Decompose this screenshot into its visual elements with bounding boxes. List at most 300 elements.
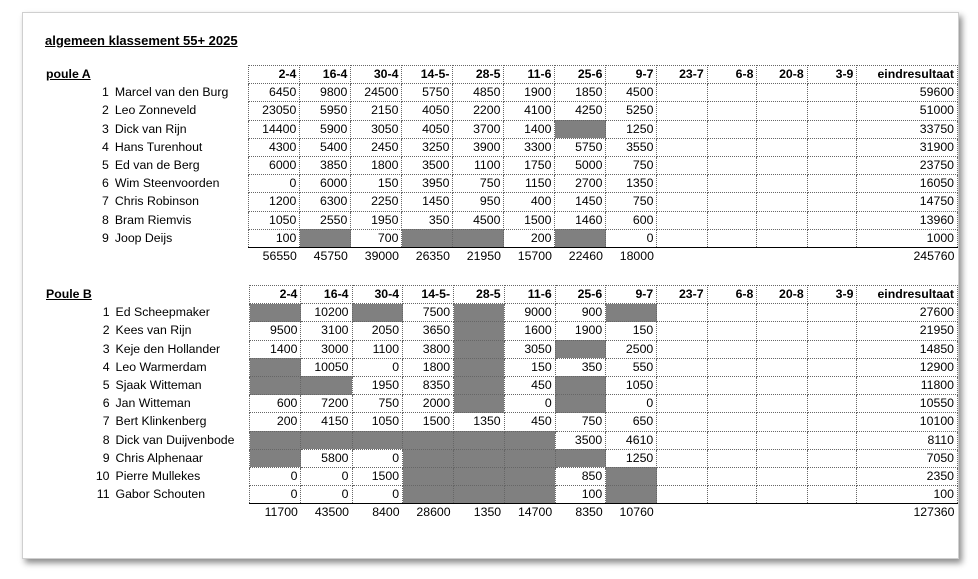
score-cell[interactable] [707,304,757,322]
score-cell[interactable] [606,467,657,485]
score-cell[interactable]: 5900 [300,120,351,138]
score-cell[interactable] [250,449,301,467]
score-cell[interactable] [250,358,301,376]
score-cell[interactable] [657,358,707,376]
score-cell[interactable]: 7200 [301,395,352,413]
score-cell[interactable] [504,467,555,485]
total-cell[interactable]: 59600 [857,84,958,102]
total-cell[interactable]: 12900 [857,358,958,376]
score-cell[interactable]: 4850 [453,84,504,102]
total-cell[interactable]: 21950 [857,322,958,340]
column-sum [657,504,707,522]
score-cell[interactable]: 1350 [606,175,657,193]
score-cell[interactable]: 2050 [352,322,403,340]
score-cell[interactable]: 7500 [403,304,454,322]
score-cell[interactable]: 0 [504,395,555,413]
total-cell[interactable]: 33750 [857,120,958,138]
total-cell[interactable]: 1000 [857,229,958,247]
score-cell[interactable]: 1450 [402,193,453,211]
rank-cell: 4 [102,139,109,154]
score-cell[interactable]: 0 [606,395,657,413]
score-cell[interactable] [454,431,505,449]
score-cell[interactable] [757,175,807,193]
score-cell[interactable]: 23050 [249,102,300,120]
score-cell[interactable] [504,486,555,504]
score-cell[interactable] [757,376,807,394]
score-cell[interactable] [807,413,857,431]
score-cell[interactable] [757,431,807,449]
score-cell[interactable] [454,322,505,340]
score-cell[interactable]: 200 [504,229,555,247]
score-cell[interactable]: 3050 [504,340,555,358]
column-sum: 56550 [249,247,300,265]
score-cell[interactable]: 750 [352,395,403,413]
score-cell[interactable] [807,467,857,485]
score-cell[interactable] [707,322,757,340]
score-cell[interactable] [657,229,707,247]
total-cell[interactable]: 8110 [857,431,958,449]
score-cell[interactable]: 0 [352,358,403,376]
score-cell[interactable]: 5750 [555,138,606,156]
round-header: 20-8 [757,286,807,304]
rank-cell: 8 [102,212,109,227]
score-cell[interactable] [757,193,807,211]
score-cell[interactable] [250,431,301,449]
poule-label: poule A [46,67,91,82]
score-cell[interactable]: 750 [606,193,657,211]
score-cell[interactable] [504,431,555,449]
score-cell[interactable] [707,486,757,504]
round-header: 20-8 [757,66,807,84]
column-sum: 39000 [351,247,402,265]
score-cell[interactable] [454,304,505,322]
score-cell[interactable]: 0 [301,467,352,485]
score-cell[interactable]: 3500 [402,156,453,174]
score-cell[interactable]: 4300 [249,138,300,156]
score-cell[interactable]: 400 [504,193,555,211]
score-cell[interactable]: 1100 [352,340,403,358]
score-cell[interactable] [657,413,707,431]
score-cell[interactable]: 0 [606,229,657,247]
score-cell[interactable]: 10050 [301,358,352,376]
score-cell[interactable]: 5800 [301,449,352,467]
score-cell[interactable] [707,120,757,138]
score-cell[interactable] [707,84,757,102]
score-cell[interactable]: 5250 [606,102,657,120]
score-cell[interactable] [807,102,857,120]
score-cell[interactable]: 1050 [606,376,657,394]
row-spacer [43,156,80,174]
player-name: Sjaak Witteman [115,378,202,393]
total-cell[interactable]: 2350 [857,467,958,485]
score-cell[interactable]: 10200 [301,304,352,322]
score-cell[interactable] [807,304,857,322]
score-cell[interactable]: 1400 [250,340,301,358]
score-cell[interactable]: 6000 [300,175,351,193]
column-sum: 8400 [352,504,403,522]
total-cell[interactable]: 14750 [857,193,958,211]
score-cell[interactable]: 1150 [504,175,555,193]
score-cell[interactable] [454,376,505,394]
total-cell[interactable]: 100 [857,486,958,504]
rank-cell: 10 [95,468,110,483]
score-cell[interactable] [301,376,352,394]
score-cell[interactable]: 1750 [504,156,555,174]
total-cell[interactable]: 31900 [857,138,958,156]
score-cell[interactable]: 3950 [402,175,453,193]
score-cell[interactable]: 4500 [453,211,504,229]
score-cell[interactable] [403,449,454,467]
score-cell[interactable]: 1500 [352,467,403,485]
score-cell[interactable]: 900 [555,304,606,322]
score-cell[interactable]: 1400 [504,120,555,138]
column-sum: 45750 [300,247,351,265]
score-cell[interactable]: 3550 [606,138,657,156]
round-header: 30-4 [351,66,402,84]
score-cell[interactable] [707,431,757,449]
score-cell[interactable] [807,431,857,449]
table-row [43,120,958,138]
score-cell[interactable] [707,138,757,156]
score-cell[interactable]: 9800 [300,84,351,102]
row-spacer [43,84,80,102]
score-cell[interactable]: 850 [555,467,606,485]
rank-cell: 6 [102,396,110,411]
score-cell[interactable] [657,486,707,504]
score-cell[interactable] [757,304,807,322]
score-cell[interactable]: 14400 [249,120,300,138]
score-cell[interactable] [807,175,857,193]
score-cell[interactable] [757,211,807,229]
score-cell[interactable] [757,340,807,358]
score-cell[interactable] [657,84,707,102]
score-cell[interactable] [555,229,606,247]
score-cell[interactable] [707,395,757,413]
score-cell[interactable]: 750 [453,175,504,193]
player-name: Ed van de Berg [114,158,200,173]
score-cell[interactable] [807,193,857,211]
score-cell[interactable] [707,413,757,431]
score-cell[interactable]: 0 [352,486,403,504]
score-cell[interactable]: 3000 [301,340,352,358]
total-cell[interactable]: 11800 [857,376,958,394]
total-cell[interactable]: 10550 [857,395,958,413]
score-cell[interactable] [657,395,707,413]
score-cell[interactable]: 350 [555,358,606,376]
score-cell[interactable] [657,175,707,193]
total-cell[interactable]: 7050 [857,449,958,467]
score-cell[interactable] [707,193,757,211]
score-cell[interactable] [757,84,807,102]
player-name: Hans Turenhout [114,139,203,154]
score-cell[interactable] [657,304,707,322]
score-cell[interactable]: 2550 [300,211,351,229]
score-cell[interactable] [301,431,352,449]
score-cell[interactable] [807,358,857,376]
score-cell[interactable] [807,486,857,504]
score-cell[interactable]: 750 [555,413,606,431]
score-cell[interactable] [657,120,707,138]
score-cell[interactable]: 3650 [403,322,454,340]
score-cell[interactable] [757,358,807,376]
score-cell[interactable]: 0 [352,449,403,467]
score-cell[interactable] [657,138,707,156]
score-cell[interactable] [707,102,757,120]
score-cell[interactable]: 5400 [300,138,351,156]
score-cell[interactable] [657,431,707,449]
score-cell[interactable] [807,211,857,229]
score-cell[interactable] [403,431,454,449]
score-cell[interactable] [707,340,757,358]
score-cell[interactable]: 150 [504,358,555,376]
score-cell[interactable] [352,431,403,449]
score-cell[interactable]: 1050 [352,413,403,431]
score-cell[interactable]: 1250 [606,120,657,138]
score-cell[interactable]: 4500 [606,84,657,102]
score-cell[interactable]: 2700 [555,175,606,193]
score-cell[interactable]: 6300 [300,193,351,211]
score-cell[interactable] [707,229,757,247]
score-cell[interactable] [454,449,505,467]
score-cell[interactable]: 1900 [555,322,606,340]
score-cell[interactable]: 1800 [351,156,402,174]
score-cell[interactable] [707,211,757,229]
score-cell[interactable] [402,229,453,247]
score-cell[interactable]: 4050 [402,102,453,120]
table-row [43,138,958,156]
score-cell[interactable]: 0 [250,467,301,485]
score-cell[interactable]: 350 [402,211,453,229]
player-name: Chris Robinson [114,194,199,209]
score-cell[interactable] [454,486,505,504]
table-row [43,431,958,449]
score-cell[interactable] [453,229,504,247]
score-cell[interactable]: 1900 [504,84,555,102]
row-spacer [43,467,80,485]
score-cell[interactable]: 3250 [402,138,453,156]
score-cell[interactable]: 5950 [300,102,351,120]
score-cell[interactable]: 3800 [403,340,454,358]
score-cell[interactable]: 1800 [403,358,454,376]
score-cell[interactable] [555,120,606,138]
round-header: 23-7 [657,66,707,84]
score-cell[interactable]: 3850 [300,156,351,174]
rank-cell: 6 [102,176,109,191]
score-cell[interactable]: 750 [606,156,657,174]
score-cell[interactable]: 150 [351,175,402,193]
score-cell[interactable]: 700 [351,229,402,247]
total-cell[interactable]: 51000 [857,102,958,120]
table-row [43,395,958,413]
score-cell[interactable] [657,102,707,120]
score-cell[interactable]: 2500 [606,340,657,358]
score-cell[interactable]: 0 [249,175,300,193]
total-cell[interactable]: 27600 [857,304,958,322]
score-cell[interactable] [807,120,857,138]
score-cell[interactable]: 3100 [301,322,352,340]
score-cell[interactable]: 2200 [453,102,504,120]
score-cell[interactable] [657,156,707,174]
total-cell[interactable]: 23750 [857,156,958,174]
score-cell[interactable]: 1200 [249,193,300,211]
score-cell[interactable] [454,358,505,376]
score-cell[interactable]: 100 [555,486,606,504]
score-cell[interactable]: 1500 [504,211,555,229]
score-cell[interactable]: 450 [504,413,555,431]
table-row [43,358,958,376]
score-cell[interactable]: 8350 [403,376,454,394]
score-cell[interactable] [757,395,807,413]
score-cell[interactable] [657,211,707,229]
score-cell[interactable]: 150 [606,322,657,340]
score-cell[interactable] [352,304,403,322]
score-cell[interactable]: 3900 [453,138,504,156]
row-spacer [43,449,80,467]
sum-spacer [43,247,249,265]
score-cell[interactable] [250,304,301,322]
score-cell[interactable] [707,175,757,193]
score-cell[interactable] [707,156,757,174]
row-spacer [43,120,80,138]
score-cell[interactable] [807,395,857,413]
score-cell[interactable]: 1950 [352,376,403,394]
score-cell[interactable]: 3700 [453,120,504,138]
score-cell[interactable] [757,138,807,156]
sum-spacer [43,504,250,522]
score-cell[interactable] [707,376,757,394]
score-cell[interactable] [807,322,857,340]
score-cell[interactable]: 1500 [403,413,454,431]
score-cell[interactable]: 1250 [606,449,657,467]
score-cell[interactable] [757,322,807,340]
score-cell[interactable]: 600 [250,395,301,413]
score-cell[interactable]: 9500 [250,322,301,340]
score-cell[interactable] [606,304,657,322]
score-cell[interactable]: 950 [453,193,504,211]
score-cell[interactable]: 2250 [351,193,402,211]
rank-cell: 2 [102,323,110,338]
score-cell[interactable]: 200 [250,413,301,431]
rank-cell: 11 [96,487,110,502]
score-cell[interactable]: 0 [250,486,301,504]
score-cell[interactable] [807,229,857,247]
score-cell[interactable] [403,467,454,485]
score-cell[interactable] [807,138,857,156]
score-cell[interactable]: 4250 [555,102,606,120]
score-cell[interactable] [555,340,606,358]
score-cell[interactable]: 4150 [301,413,352,431]
score-cell[interactable] [403,486,454,504]
score-cell[interactable]: 0 [301,486,352,504]
rank-cell: 5 [102,158,109,173]
score-cell[interactable] [300,229,351,247]
score-cell[interactable]: 3300 [504,138,555,156]
round-header: 6-8 [707,286,757,304]
score-cell[interactable]: 1050 [249,211,300,229]
score-cell[interactable] [757,102,807,120]
score-cell[interactable]: 1350 [454,413,505,431]
score-cell[interactable]: 5000 [555,156,606,174]
score-cell[interactable] [657,193,707,211]
score-cell[interactable] [657,376,707,394]
total-cell[interactable]: 16050 [857,175,958,193]
score-cell[interactable] [707,467,757,485]
score-cell[interactable] [657,449,707,467]
score-cell[interactable]: 550 [606,358,657,376]
score-cell[interactable] [555,395,606,413]
score-cell[interactable] [606,486,657,504]
score-cell[interactable]: 1460 [555,211,606,229]
score-cell[interactable] [657,322,707,340]
score-cell[interactable] [454,467,505,485]
score-cell[interactable]: 1850 [555,84,606,102]
score-cell[interactable]: 5750 [402,84,453,102]
score-cell[interactable]: 600 [606,211,657,229]
total-cell[interactable]: 13960 [857,211,958,229]
score-cell[interactable] [707,449,757,467]
row-spacer [43,431,80,449]
score-cell[interactable]: 6450 [249,84,300,102]
grand-total: 127360 [857,504,958,522]
score-cell[interactable] [504,449,555,467]
score-cell[interactable]: 100 [249,229,300,247]
score-cell[interactable] [657,467,707,485]
total-cell[interactable]: 14850 [857,340,958,358]
score-cell[interactable] [807,84,857,102]
score-cell[interactable]: 4100 [504,102,555,120]
score-cell[interactable] [454,395,505,413]
score-cell[interactable]: 9000 [504,304,555,322]
score-cell[interactable]: 24500 [351,84,402,102]
score-cell[interactable] [657,340,707,358]
score-cell[interactable] [807,156,857,174]
score-cell[interactable]: 450 [504,376,555,394]
score-cell[interactable] [250,376,301,394]
score-cell[interactable]: 1100 [453,156,504,174]
score-cell[interactable] [555,449,606,467]
column-sum [707,504,757,522]
table-row [43,175,958,193]
total-cell[interactable]: 10100 [857,413,958,431]
score-cell[interactable] [757,229,807,247]
score-cell[interactable]: 4050 [402,120,453,138]
score-cell[interactable] [757,449,807,467]
score-cell[interactable] [807,449,857,467]
score-cell[interactable]: 6000 [249,156,300,174]
score-cell[interactable] [807,340,857,358]
score-cell[interactable]: 1600 [504,322,555,340]
score-cell[interactable] [807,376,857,394]
score-cell[interactable]: 1450 [555,193,606,211]
score-cell[interactable] [757,467,807,485]
score-cell[interactable]: 1950 [351,211,402,229]
score-cell[interactable]: 2150 [351,102,402,120]
score-cell[interactable] [757,156,807,174]
score-cell[interactable] [757,486,807,504]
score-cell[interactable] [757,120,807,138]
score-cell[interactable]: 2450 [351,138,402,156]
score-cell[interactable] [757,413,807,431]
score-cell[interactable]: 2000 [403,395,454,413]
score-cell[interactable]: 4610 [606,431,657,449]
score-cell[interactable]: 650 [606,413,657,431]
score-cell[interactable]: 3500 [555,431,606,449]
score-cell[interactable] [454,340,505,358]
score-cell[interactable] [555,376,606,394]
player-name: Keje den Hollander [115,341,221,356]
score-cell[interactable] [707,358,757,376]
score-cell[interactable]: 3050 [351,120,402,138]
